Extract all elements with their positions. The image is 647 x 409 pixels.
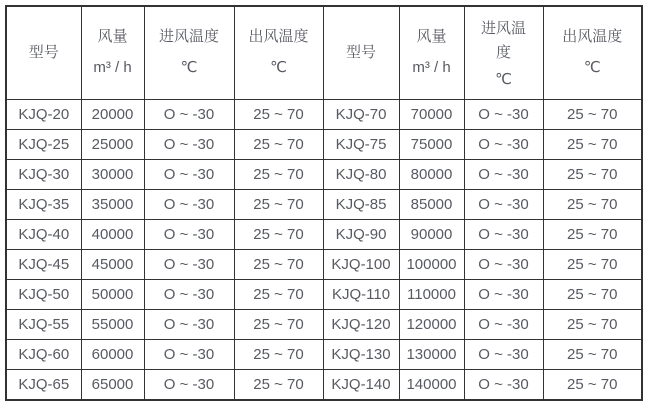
inlet-temp-cell: O ~ -30 (464, 310, 543, 340)
outlet-temp-cell: 25 ~ 70 (234, 160, 323, 190)
airflow-cell: 65000 (81, 370, 144, 400)
inlet-temp-cell: O ~ -30 (464, 370, 543, 400)
table-row (6, 370, 642, 400)
header-title: 风量 (97, 28, 128, 46)
inlet-temp-cell: O ~ -30 (144, 370, 234, 400)
inlet-temp-cell: O ~ -30 (464, 250, 543, 280)
inlet-temp-cell: O ~ -30 (464, 190, 543, 220)
header-inlet-temp-left (144, 6, 234, 100)
model-cell: KJQ-65 (6, 370, 81, 400)
model-cell: KJQ-110 (323, 280, 399, 310)
header-unit: ℃ (270, 59, 287, 76)
table-header (6, 6, 642, 100)
model-cell: KJQ-60 (6, 340, 81, 370)
outlet-temp-cell: 25 ~ 70 (234, 370, 323, 400)
airflow-cell: 70000 (399, 100, 464, 130)
table-body (6, 100, 642, 400)
outlet-temp-cell: 25 ~ 70 (543, 220, 642, 250)
outlet-temp-cell: 25 ~ 70 (234, 280, 323, 310)
airflow-cell: 20000 (81, 100, 144, 130)
header-airflow-right (399, 6, 464, 100)
model-cell: KJQ-85 (323, 190, 399, 220)
outlet-temp-cell: 25 ~ 70 (234, 310, 323, 340)
model-cell: KJQ-130 (323, 340, 399, 370)
header-title: 进风温度 (480, 19, 526, 61)
outlet-temp-cell: 25 ~ 70 (543, 370, 642, 400)
header-title: 出风温度 (248, 28, 309, 46)
airflow-cell: 30000 (81, 160, 144, 190)
outlet-temp-cell: 25 ~ 70 (543, 160, 642, 190)
model-cell: KJQ-140 (323, 370, 399, 400)
inlet-temp-cell: O ~ -30 (464, 130, 543, 160)
header-outlet-temp-left (234, 6, 323, 100)
inlet-temp-cell: O ~ -30 (464, 220, 543, 250)
table-row (6, 220, 642, 250)
outlet-temp-cell: 25 ~ 70 (234, 340, 323, 370)
outlet-temp-cell: 25 ~ 70 (543, 190, 642, 220)
table-row (6, 280, 642, 310)
model-cell: KJQ-90 (323, 220, 399, 250)
model-cell: KJQ-40 (6, 220, 81, 250)
model-cell: KJQ-45 (6, 250, 81, 280)
header-outlet-temp-right (543, 6, 642, 100)
header-title: 风量 (416, 28, 447, 46)
airflow-cell: 140000 (399, 370, 464, 400)
inlet-temp-cell: O ~ -30 (464, 340, 543, 370)
header-unit: m³ / h (93, 59, 132, 76)
airflow-cell: 25000 (81, 130, 144, 160)
airflow-cell: 35000 (81, 190, 144, 220)
airflow-cell: 40000 (81, 220, 144, 250)
model-cell: KJQ-100 (323, 250, 399, 280)
inlet-temp-cell: O ~ -30 (144, 340, 234, 370)
model-cell: KJQ-70 (323, 100, 399, 130)
inlet-temp-cell: O ~ -30 (144, 250, 234, 280)
outlet-temp-cell: 25 ~ 70 (234, 220, 323, 250)
outlet-temp-cell: 25 ~ 70 (234, 190, 323, 220)
inlet-temp-cell: O ~ -30 (144, 130, 234, 160)
outlet-temp-cell: 25 ~ 70 (543, 100, 642, 130)
header-row (6, 6, 642, 100)
model-cell: KJQ-35 (6, 190, 81, 220)
table-row (6, 160, 642, 190)
outlet-temp-cell: 25 ~ 70 (234, 130, 323, 160)
outlet-temp-cell: 25 ~ 70 (543, 310, 642, 340)
airflow-cell: 55000 (81, 310, 144, 340)
inlet-temp-cell: O ~ -30 (144, 100, 234, 130)
airflow-cell: 90000 (399, 220, 464, 250)
header-title: 出风温度 (562, 28, 623, 46)
table-row (6, 250, 642, 280)
outlet-temp-cell: 25 ~ 70 (543, 340, 642, 370)
airflow-cell: 85000 (399, 190, 464, 220)
outlet-temp-cell: 25 ~ 70 (234, 250, 323, 280)
header-model-left (6, 6, 81, 100)
table-row (6, 340, 642, 370)
model-cell: KJQ-25 (6, 130, 81, 160)
model-cell: KJQ-30 (6, 160, 81, 190)
inlet-temp-cell: O ~ -30 (144, 280, 234, 310)
table-row (6, 130, 642, 160)
inlet-temp-cell: O ~ -30 (144, 160, 234, 190)
airflow-cell: 60000 (81, 340, 144, 370)
model-cell: KJQ-50 (6, 280, 81, 310)
header-title: 型号 (28, 43, 59, 61)
header-unit: ℃ (180, 59, 198, 76)
airflow-cell: 100000 (399, 250, 464, 280)
fan-spec-table (5, 5, 643, 401)
inlet-temp-cell: O ~ -30 (144, 310, 234, 340)
inlet-temp-cell: O ~ -30 (464, 160, 543, 190)
outlet-temp-cell: 25 ~ 70 (543, 250, 642, 280)
model-cell: KJQ-80 (323, 160, 399, 190)
header-title: 进风温度 (158, 28, 219, 46)
table-row (6, 310, 642, 340)
outlet-temp-cell: 25 ~ 70 (543, 130, 642, 160)
airflow-cell: 120000 (399, 310, 464, 340)
outlet-temp-cell: 25 ~ 70 (543, 280, 642, 310)
inlet-temp-cell: O ~ -30 (464, 100, 543, 130)
model-cell: KJQ-20 (6, 100, 81, 130)
table-row (6, 100, 642, 130)
inlet-temp-cell: O ~ -30 (464, 280, 543, 310)
airflow-cell: 45000 (81, 250, 144, 280)
header-unit: m³ / h (412, 59, 451, 76)
header-model-right (323, 6, 399, 100)
header-title: 型号 (345, 43, 376, 61)
header-unit: ℃ (495, 70, 512, 88)
airflow-cell: 50000 (81, 280, 144, 310)
inlet-temp-cell: O ~ -30 (144, 220, 234, 250)
header-inlet-temp-right (464, 6, 543, 100)
model-cell: KJQ-75 (323, 130, 399, 160)
header-airflow-left (81, 6, 144, 100)
table-row (6, 190, 642, 220)
airflow-cell: 75000 (399, 130, 464, 160)
airflow-cell: 110000 (399, 280, 464, 310)
inlet-temp-cell: O ~ -30 (144, 190, 234, 220)
model-cell: KJQ-55 (6, 310, 81, 340)
airflow-cell: 80000 (399, 160, 464, 190)
airflow-cell: 130000 (399, 340, 464, 370)
model-cell: KJQ-120 (323, 310, 399, 340)
outlet-temp-cell: 25 ~ 70 (234, 100, 323, 130)
header-unit: ℃ (583, 59, 601, 76)
